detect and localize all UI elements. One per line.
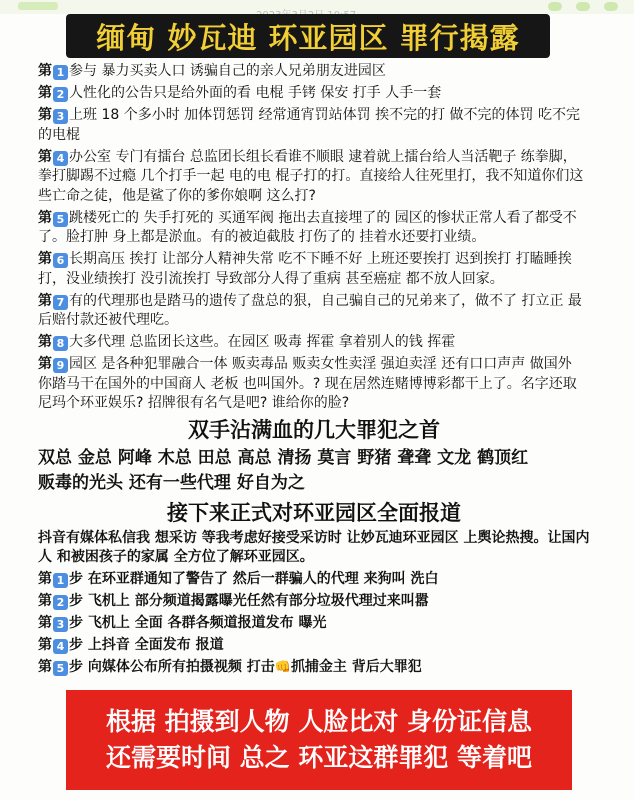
step-item: [38, 614, 590, 634]
title-banner: [66, 14, 550, 58]
number-badge: 5: [53, 212, 68, 227]
item-prefix: 第: [38, 334, 52, 350]
list-item: [38, 292, 590, 331]
step-item: [38, 636, 590, 656]
number-badge: 4: [53, 639, 68, 654]
step-text: 飞机上 部分频道揭露曝光任然有部分垃圾代理过来叫嚣: [87, 592, 429, 609]
list-item: [38, 209, 590, 248]
top-strip-dot: [576, 2, 590, 11]
item-prefix: 第: [38, 292, 52, 309]
number-badge: 2: [53, 595, 68, 610]
item-text: 人性化的公告只是给外面的看 电棍 手铐 保安 打手 人手一套: [69, 85, 442, 101]
fist-icon: 👊: [274, 659, 291, 675]
number-badge: 9: [53, 358, 68, 373]
top-strip-tag: [18, 2, 58, 10]
step-suffix: 步: [69, 658, 83, 675]
top-strip-dot: [604, 2, 618, 11]
step-text-2: 抓捕金主 背后大罪犯: [290, 658, 422, 675]
number-badge: 6: [53, 253, 68, 268]
item-prefix: 第: [38, 251, 52, 267]
list-item: [38, 333, 590, 353]
number-badge: 7: [53, 295, 68, 310]
step-item: [38, 592, 590, 612]
list-item: [38, 62, 590, 82]
criminals-line-1: 双总 金总 阿峰 木总 田总 高总 清扬 莫言 野猪 聋聋 文龙 鹤顶红: [38, 447, 529, 468]
item-prefix: 第: [38, 209, 52, 226]
item-text: 园区 是各种犯罪融合一体 贩卖毒品 贩卖女性卖淫 强迫卖淫 还有口口声声 做国外 你踏马干在国外的中国商人 老板 也叫国外。? 现在居然连赌博博彩都干上了。名字还取尼玛个环亚娱乐? 招牌很有名气是吧? 谁给你的脸?: [38, 356, 577, 411]
step-prefix: 第: [38, 570, 52, 587]
report-heading: 接下来正式对环亚园区全面报道: [167, 500, 461, 525]
step-text: 上抖音 全面发布 报道: [87, 636, 224, 653]
item-text: 长期高压 挨打 让部分人精神失常 吃不下睡不好 上班还要挨打 迟到挨打 打瞌睡挨打，没业绩挨打 没引流挨打 导致部分人得了重病 甚至癌症 都不放人回家。: [38, 251, 572, 287]
item-prefix: 第: [38, 356, 52, 372]
step-item: [38, 570, 590, 590]
step-prefix: 第: [38, 614, 52, 631]
warning-box: [66, 690, 572, 790]
number-badge: 8: [53, 336, 68, 351]
item-text: 大多代理 总监团长这些。在园区 吸毒 挥霍 拿着别人的钱 挥霍: [69, 334, 456, 350]
step-suffix: 步: [69, 614, 83, 631]
criminals-line-2: 贩毒的光头 还有一些代理 好自为之: [38, 472, 305, 493]
step-suffix: 步: [69, 592, 83, 609]
item-text: 参与 暴力买卖人口 诱骗自己的亲人兄弟朋友进园区: [69, 63, 386, 79]
item-text: 跳楼死亡的 失手打死的 买通军阀 拖出去直接埋了的 园区的惨状正常人看了都受不了。脸打肿 身上都是淤血。有的被迫截肢 打伤了的 挂着水还要打业绩。: [38, 209, 577, 245]
number-badge: 1: [53, 573, 68, 588]
list-item: [38, 355, 590, 414]
number-badge: 2: [53, 87, 68, 102]
step-prefix: 第: [38, 636, 52, 653]
step-suffix: 步: [69, 636, 83, 653]
step-suffix: 步: [69, 570, 83, 587]
number-badge: 4: [53, 151, 68, 166]
step-text: 向媒体公布所有拍摄视频 打击: [87, 658, 275, 675]
item-text: 办公室 专门有擂台 总监团长组长看谁不顺眼 逮着就上擂台给人当活靶子 练拳脚，拳打脚踢不过瘾 几个打手一起 电的电 棍子打的打。直接给人往死里打，我不知道你们这些亡命之徒，他是鲨了你的爹你娘啊 这么打?: [38, 148, 584, 204]
list-item: [38, 106, 590, 145]
page-title: 缅甸 妙瓦迪 环亚园区 罪行揭露: [96, 20, 520, 55]
top-strip-dot: [548, 2, 562, 11]
criminals-heading: 双手沾满血的几大罪犯之首: [188, 417, 440, 442]
item-text: 有的代理那也是踏马的遗传了盘总的狠，自己骗自己的兄弟来了，做不了 打立正 最后赔付款还被代理吃。: [38, 292, 582, 328]
item-prefix: 第: [38, 107, 52, 123]
item-text: 上班 18 个多小时 加体罚惩罚 经常通宵罚站体罚 挨不完的打 做不完的体罚 吃不完的电棍: [38, 107, 580, 143]
number-badge: 3: [53, 109, 68, 124]
step-list: [38, 570, 590, 678]
item-prefix: 第: [38, 85, 52, 101]
item-prefix: 第: [38, 148, 52, 165]
list-item: [38, 84, 590, 104]
warning-line-2: 还需要时间 总之 环亚这群罪犯 等着吧: [105, 743, 533, 772]
list-item: [38, 250, 590, 289]
document-body: [38, 62, 590, 680]
warning-line-1: 根据 拍摄到人物 人脸比对 身份证信息: [105, 707, 533, 736]
item-prefix: 第: [38, 63, 52, 79]
step-prefix: 第: [38, 658, 52, 675]
number-badge: 5: [53, 661, 68, 676]
step-text: 飞机上 全面 各群各频道报道发布 曝光: [87, 614, 327, 631]
list-item: [38, 148, 590, 207]
crime-list: [38, 62, 590, 414]
step-prefix: 第: [38, 592, 52, 609]
report-intro: 抖音有媒体私信我 想采访 等我考虑好接受采访时 让妙瓦迪环亚园区 上舆论热搜。让国内人 和被困孩子的家属 全方位了解环亚园区。: [38, 529, 590, 565]
step-text: 在环亚群通知了警告了 然后一群骗人的代理 来狗叫 洗白: [87, 570, 439, 587]
number-badge: 3: [53, 617, 68, 632]
step-item: [38, 658, 590, 678]
number-badge: 1: [53, 65, 68, 80]
